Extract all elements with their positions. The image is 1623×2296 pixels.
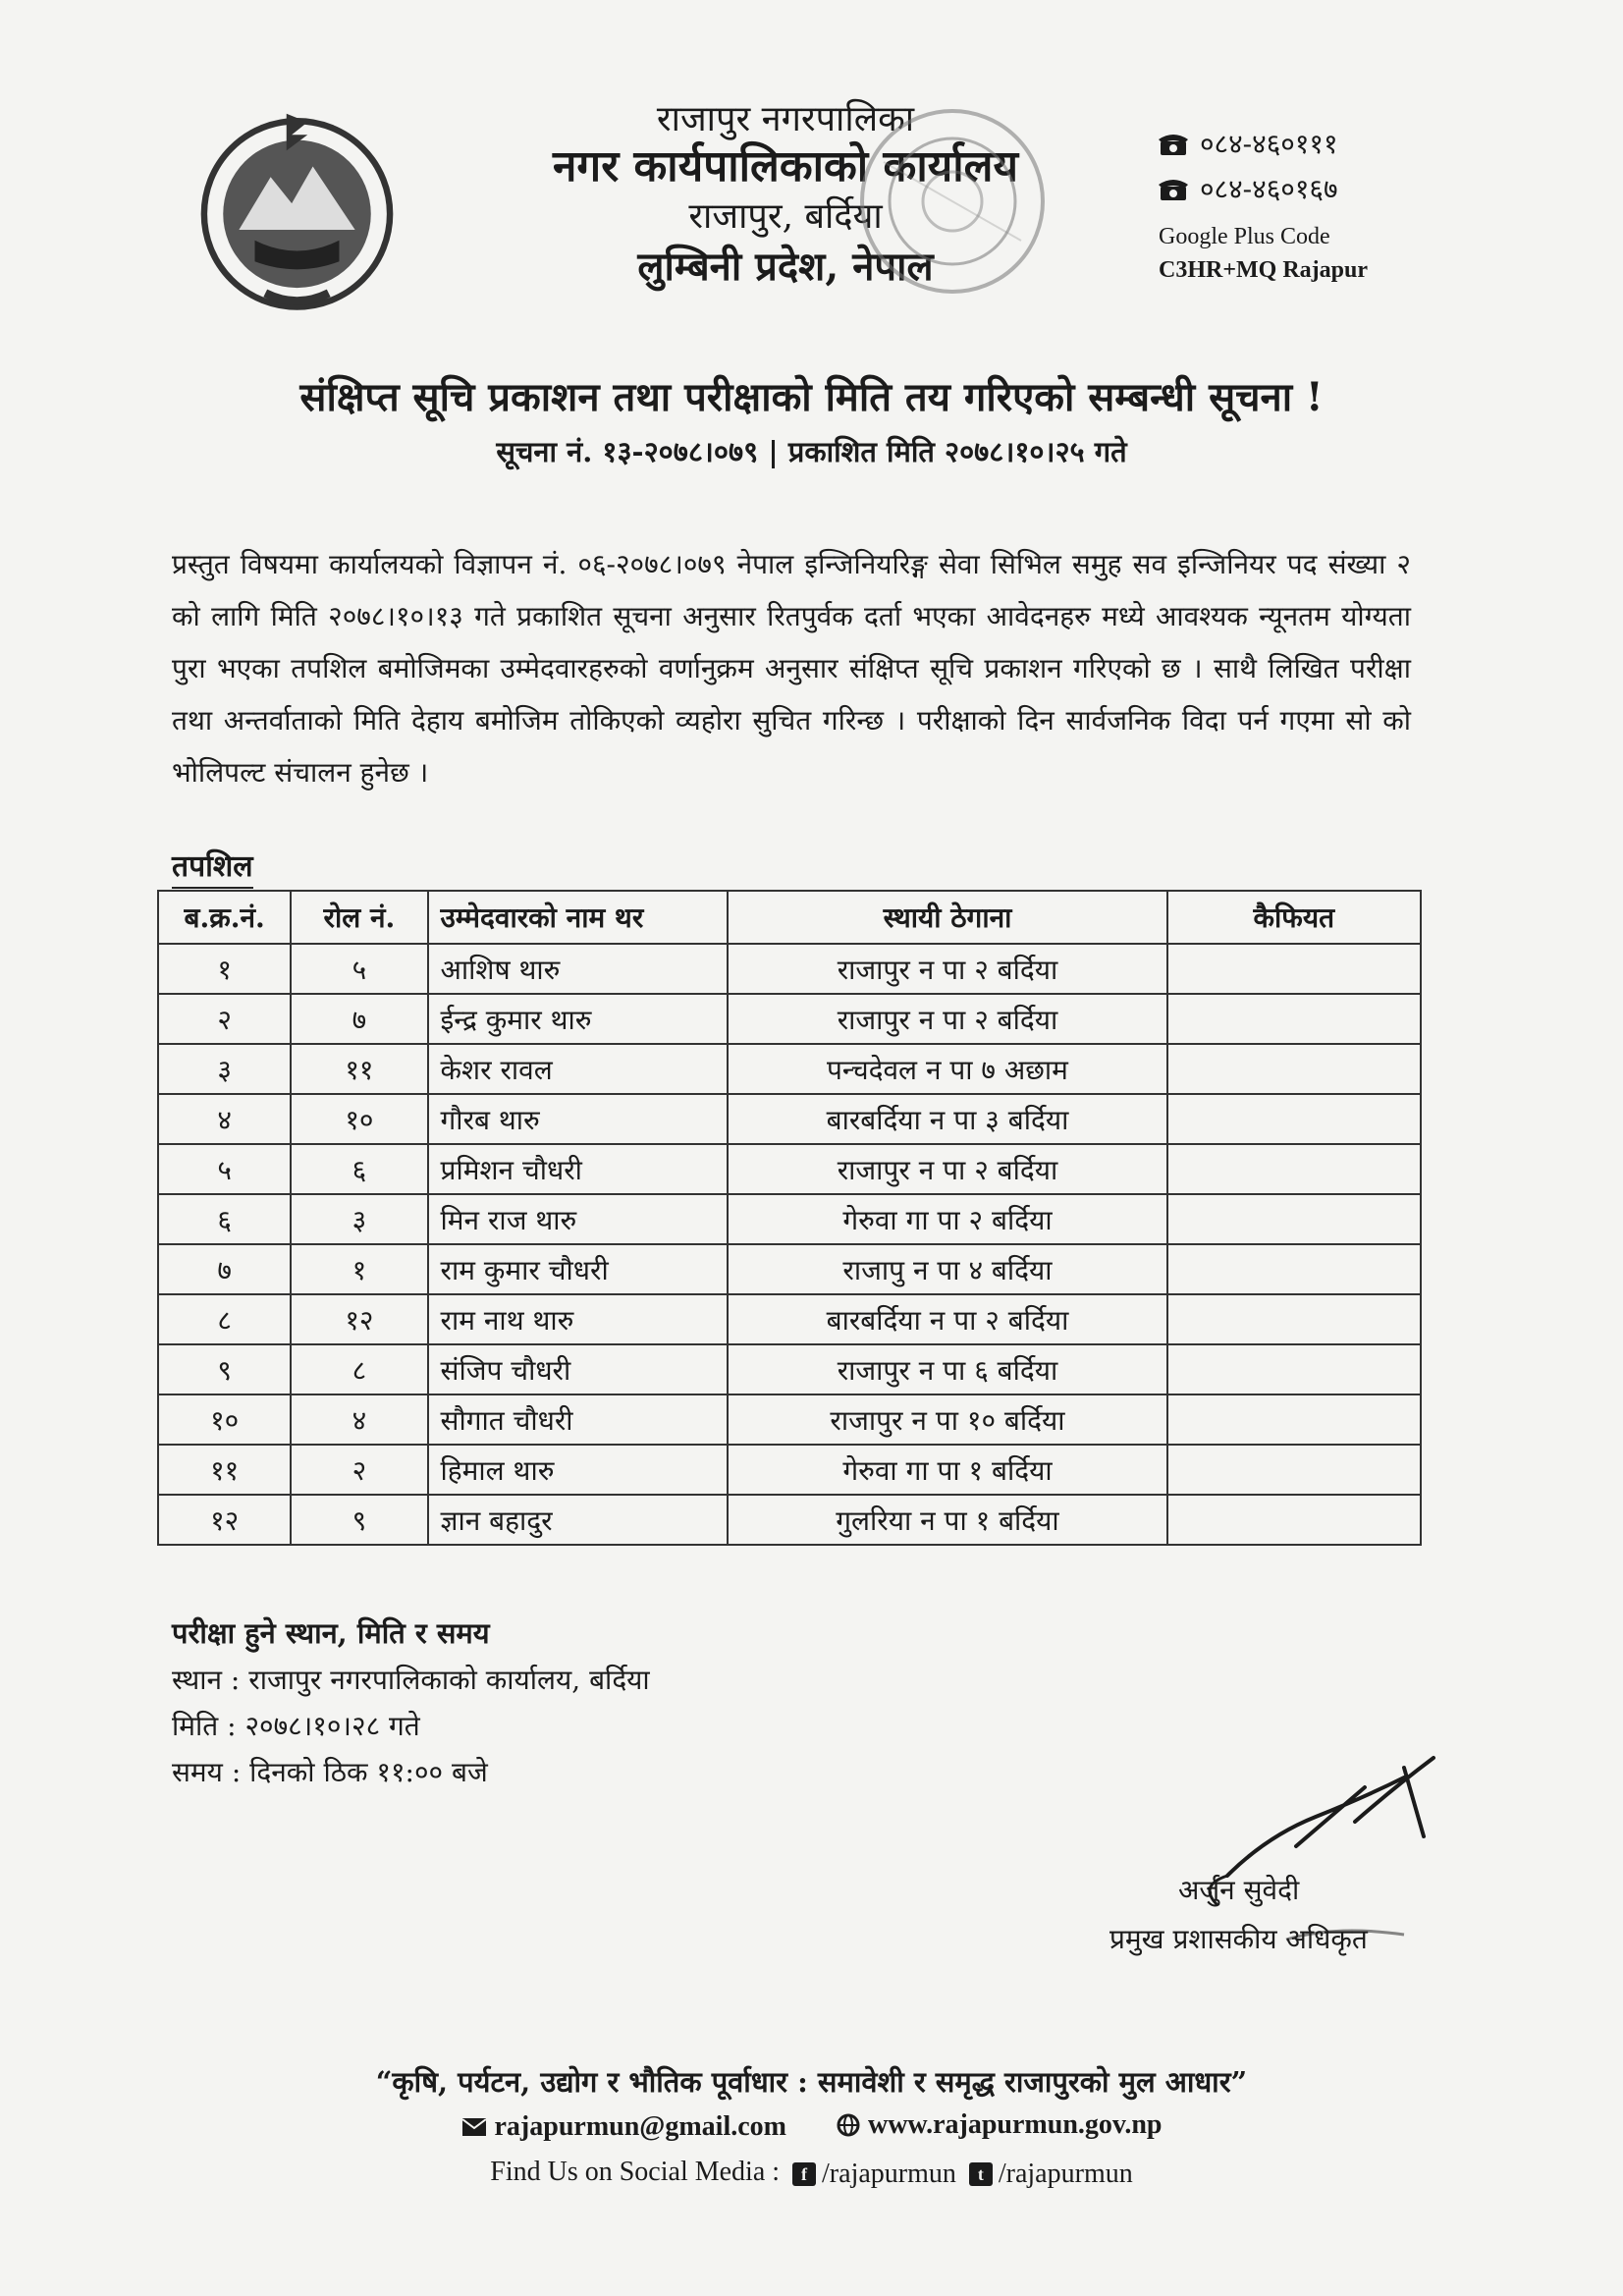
province-name: लुम्बिनी प्रदेश, नेपाल — [637, 244, 934, 290]
notice-title: संक्षिप्त सूचि प्रकाशन तथा परीक्षाको मिति तय गरिएको सम्बन्धी सूचना ! — [299, 374, 1324, 420]
serial-number-cell: ११ — [158, 1445, 291, 1495]
telephone-icon — [1159, 177, 1188, 202]
address-cell: गुलरिया न पा १ बर्दिया — [728, 1495, 1166, 1545]
remarks-cell — [1167, 994, 1421, 1044]
serial-number-cell: १२ — [158, 1495, 291, 1545]
candidate-name-cell: आशिष थारु — [428, 944, 729, 994]
candidate-table — [157, 890, 1422, 1546]
address-cell: राजापुर न पा ६ बर्दिया — [728, 1344, 1166, 1394]
table-row — [158, 1294, 1421, 1344]
contact-block — [1159, 122, 1591, 287]
column-header: स्थायी ठेगाना — [728, 891, 1166, 944]
table-row — [158, 1445, 1421, 1495]
address-cell: पन्चदेवल न पा ७ अछाम — [728, 1044, 1166, 1094]
column-header: उम्मेदवारको नाम थर — [428, 891, 729, 944]
serial-number-cell: ९ — [158, 1344, 291, 1394]
exam-heading: परीक्षा हुने स्थान, मिति र समय — [172, 1616, 490, 1650]
remarks-cell — [1167, 1394, 1421, 1445]
remarks-cell — [1167, 1144, 1421, 1194]
signatory-title: प्रमुख प्रशासकीय अधिकृत — [1109, 1923, 1368, 1955]
remarks-cell — [1167, 1294, 1421, 1344]
candidate-name-cell: ईन्द्र कुमार थारु — [428, 994, 729, 1044]
remarks-cell — [1167, 1044, 1421, 1094]
table-header-row — [158, 891, 1421, 944]
serial-number-cell: ८ — [158, 1294, 291, 1344]
facebook-icon: f — [792, 2162, 816, 2186]
globe-icon — [837, 2113, 860, 2137]
telephone-icon — [1159, 132, 1188, 157]
roll-number-cell: १० — [291, 1094, 427, 1144]
candidate-name-cell: गौरब थारु — [428, 1094, 729, 1144]
office-location: राजापुर, बर्दिया — [688, 196, 883, 237]
column-header: कैफियत — [1167, 891, 1421, 944]
roll-number-cell: ५ — [291, 944, 427, 994]
serial-number-cell: ५ — [158, 1144, 291, 1194]
address-cell: गेरुवा गा पा २ बर्दिया — [728, 1194, 1166, 1244]
facebook-link[interactable] — [792, 2159, 956, 2190]
roll-number-cell: ९ — [291, 1495, 427, 1545]
table-heading: तपशिल — [172, 845, 253, 889]
website-link[interactable] — [837, 2109, 1163, 2141]
address-cell: राजापुर न पा २ बर्दिया — [728, 944, 1166, 994]
nepal-emblem-icon — [191, 103, 403, 314]
remarks-cell — [1167, 1094, 1421, 1144]
remarks-cell — [1167, 944, 1421, 994]
table-row — [158, 994, 1421, 1044]
signatory-name: अर्जुन सुवेदी — [1178, 1874, 1300, 1906]
website-text: www.rajapurmun.gov.np — [867, 2109, 1163, 2140]
plus-code-label: Google Plus Code — [1159, 224, 1330, 249]
column-header: रोल नं. — [291, 891, 427, 944]
phone-line-1 — [1159, 122, 1591, 167]
serial-number-cell: २ — [158, 994, 291, 1044]
exam-time: समय : दिनको ठिक ११:०० बजे — [172, 1756, 488, 1788]
exam-date: मिति : २०७८।१०।२८ गते — [172, 1710, 420, 1742]
address-cell: राजापुर न पा २ बर्दिया — [728, 994, 1166, 1044]
candidate-name-cell: राम कुमार चौधरी — [428, 1244, 729, 1294]
address-cell: बारबर्दिया न पा २ बर्दिया — [728, 1294, 1166, 1344]
remarks-cell — [1167, 1194, 1421, 1244]
phone-line-2 — [1159, 167, 1591, 212]
candidate-name-cell: सौगात चौधरी — [428, 1394, 729, 1445]
serial-number-cell: १० — [158, 1394, 291, 1445]
table-row — [158, 1094, 1421, 1144]
table-row — [158, 1394, 1421, 1445]
address-cell: बारबर्दिया न पा ३ बर्दिया — [728, 1094, 1166, 1144]
twitter-handle: /rajapurmun — [998, 2159, 1133, 2189]
address-cell: राजापुर न पा १० बर्दिया — [728, 1394, 1166, 1445]
candidate-name-cell: प्रमिशन चौधरी — [428, 1144, 729, 1194]
column-header: ब.क्र.नं. — [158, 891, 291, 944]
candidate-name-cell: ज्ञान बहादुर — [428, 1495, 729, 1545]
table-row — [158, 1044, 1421, 1094]
office-name: नगर कार्यपालिकाको कार्यालय — [553, 141, 1018, 191]
remarks-cell — [1167, 1244, 1421, 1294]
email-link[interactable] — [461, 2111, 786, 2143]
notice-body: प्रस्तुत विषयमा कार्यालयको विज्ञापन नं. ०६-२०७८।०७९ नेपाल इन्जिनियरिङ्ग सेवा सिभिल समुह सव इन्जिनियर पद संख्या २ को लागि मिति २०७८।१०।१३ गते प्रकाशित सूचना अनुसार रितपुर्वक दर्ता भएका आवेदनहरु मध्ये आवश्यक न्यूनतम योग्यता पुरा भएका तपशिल बमोजिमका उम्मेदवारहरुको वर्णानुक्रम अनुसार संक्षिप्त सूचि प्रकाशन गरिएको छ । साथै लिखित परीक्षा तथा अन्तर्वाताको मिति देहाय बमोजिम तोकिएको व्यहोरा सुचित गरिन्छ । परीक्षाको दिन सार्वजनिक विदा पर्न गएमा सो को भोलिपल्ट संचालन हुनेछ । — [172, 548, 1411, 789]
email-text: rajapurmun@gmail.com — [494, 2111, 786, 2142]
remarks-cell — [1167, 1495, 1421, 1545]
roll-number-cell: ८ — [291, 1344, 427, 1394]
envelope-icon — [461, 2117, 487, 2137]
roll-number-cell: २ — [291, 1445, 427, 1495]
candidate-name-cell: हिमाल थारु — [428, 1445, 729, 1495]
roll-number-cell: ७ — [291, 994, 427, 1044]
office-stamp — [854, 103, 1051, 300]
table-body — [158, 944, 1421, 1545]
table-row — [158, 1194, 1421, 1244]
table-row — [158, 944, 1421, 994]
facebook-handle: /rajapurmun — [822, 2159, 956, 2189]
serial-number-cell: ६ — [158, 1194, 291, 1244]
table-row — [158, 1144, 1421, 1194]
roll-number-cell: ३ — [291, 1194, 427, 1244]
serial-number-cell: ४ — [158, 1094, 291, 1144]
municipality-name: राजापुर नगरपालिका — [656, 99, 915, 139]
exam-info — [172, 1611, 650, 1795]
candidate-name-cell: मिन राज थारु — [428, 1194, 729, 1244]
address-cell: गेरुवा गा पा १ बर्दिया — [728, 1445, 1166, 1495]
serial-number-cell: ७ — [158, 1244, 291, 1294]
social-label: Find Us on Social Media : — [490, 2157, 781, 2187]
phone-number: ०८४-४६०१११ — [1200, 128, 1338, 160]
plus-code: C3HR+MQ Rajapur — [1159, 257, 1368, 283]
footer-motto: “कृषि, पर्यटन, उद्योग र भौतिक पूर्वाधार : समावेशी र समृद्ध राजापुरको मुल आधार” — [375, 2065, 1248, 2099]
candidate-name-cell: केशर रावल — [428, 1044, 729, 1094]
exam-place: स्थान : राजापुर नगरपालिकाको कार्यालय, बर्दिया — [172, 1664, 650, 1696]
roll-number-cell: ४ — [291, 1394, 427, 1445]
roll-number-cell: १ — [291, 1244, 427, 1294]
serial-number-cell: १ — [158, 944, 291, 994]
table-row — [158, 1244, 1421, 1294]
serial-number-cell: ३ — [158, 1044, 291, 1094]
table-row — [158, 1495, 1421, 1545]
candidate-name-cell: संजिप चौधरी — [428, 1344, 729, 1394]
notice-number-date: सूचना नं. १३-२०७८।०७९ | प्रकाशित मिति २०७८।१०।२५ गते — [496, 435, 1127, 468]
candidate-name-cell: राम नाथ थारु — [428, 1294, 729, 1344]
roll-number-cell: १२ — [291, 1294, 427, 1344]
roll-number-cell: ६ — [291, 1144, 427, 1194]
address-cell: राजापु न पा ४ बर्दिया — [728, 1244, 1166, 1294]
remarks-cell — [1167, 1344, 1421, 1394]
footer-links — [118, 2109, 1505, 2145]
remarks-cell — [1167, 1445, 1421, 1495]
twitter-link[interactable] — [969, 2159, 1133, 2190]
address-cell: राजापुर न पा २ बर्दिया — [728, 1144, 1166, 1194]
phone-number: ०८४-४६०१६७ — [1200, 173, 1338, 205]
table-row — [158, 1344, 1421, 1394]
footer-social — [118, 2157, 1505, 2190]
twitter-icon: t — [969, 2162, 993, 2186]
roll-number-cell: ११ — [291, 1044, 427, 1094]
